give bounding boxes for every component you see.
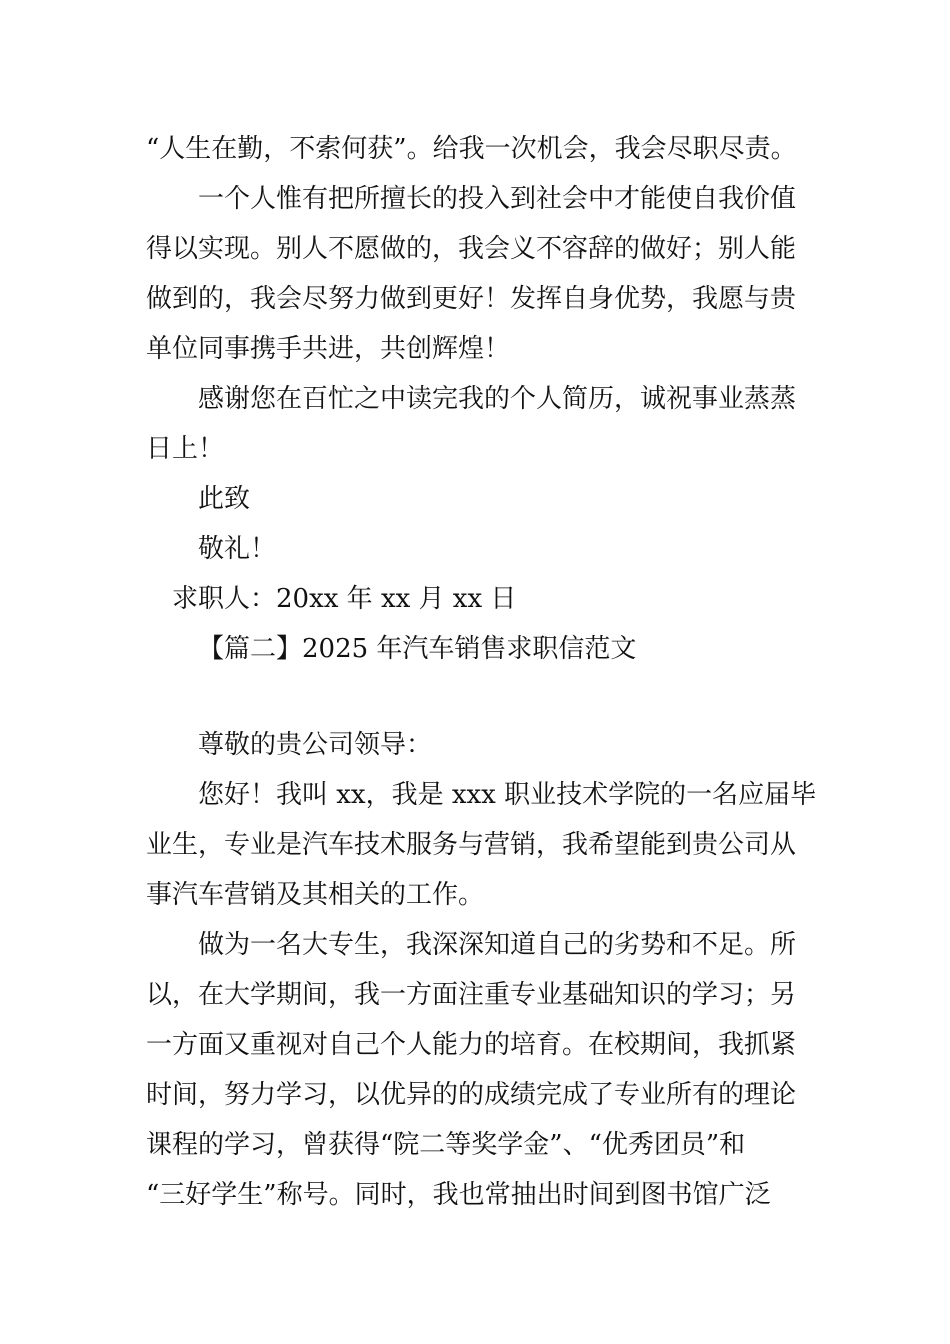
text-line-18: 一方面又重视对自己个人能力的培育。在校期间，我抓紧 [146,1030,797,1060]
text-line-4: 做到的，我会尽努力做到更好！发挥自身优势，我愿与贵 [146,284,797,314]
text-line-1: “人生在勤，不索何获”。给我一次机会，我会尽职尽责。 [146,134,797,164]
text-line-6: 感谢您在百忙之中读完我的个人简历，诚祝事业蒸蒸 [198,384,797,414]
greeting-line: 尊敬的贵公司领导： [198,730,433,760]
text-line-7: 日上！ [146,434,225,464]
section-heading: 【篇二】2025 年汽车销售求职信范文 [198,634,637,664]
text-line-3: 得以实现。别人不愿做的，我会义不容辞的做好；别人能 [146,234,797,264]
text-line-21: “三好学生”称号。同时，我也常抽出时间到图书馆广泛 [146,1180,771,1210]
text-line-17: 以，在大学期间，我一方面注重专业基础知识的学习；另 [146,980,797,1010]
text-line-2: 一个人惟有把所擅长的投入到社会中才能使自我价值 [198,184,797,214]
text-line-15: 事汽车营销及其相关的工作。 [146,880,485,910]
applicant-date: 求职人：20xx 年 xx 月 xx 日 [172,584,517,614]
text-line-13: 您好！我叫 xx，我是 xxx 职业技术学院的一名应届毕 [198,780,817,810]
text-line-19: 时间，努力学习，以优异的的成绩完成了专业所有的理论 [146,1080,797,1110]
text-line-20: 课程的学习，曾获得“院二等奖学金”、“优秀团员”和 [146,1130,746,1160]
text-line-16: 做为一名大专生，我深深知道自己的劣势和不足。所 [198,930,797,960]
salutation-regards: 敬礼！ [198,534,277,564]
salutation-closing: 此致 [198,484,251,514]
text-line-14: 业生，专业是汽车技术服务与营销，我希望能到贵公司从 [146,830,797,860]
text-line-5: 单位同事携手共进，共创辉煌！ [146,334,511,364]
